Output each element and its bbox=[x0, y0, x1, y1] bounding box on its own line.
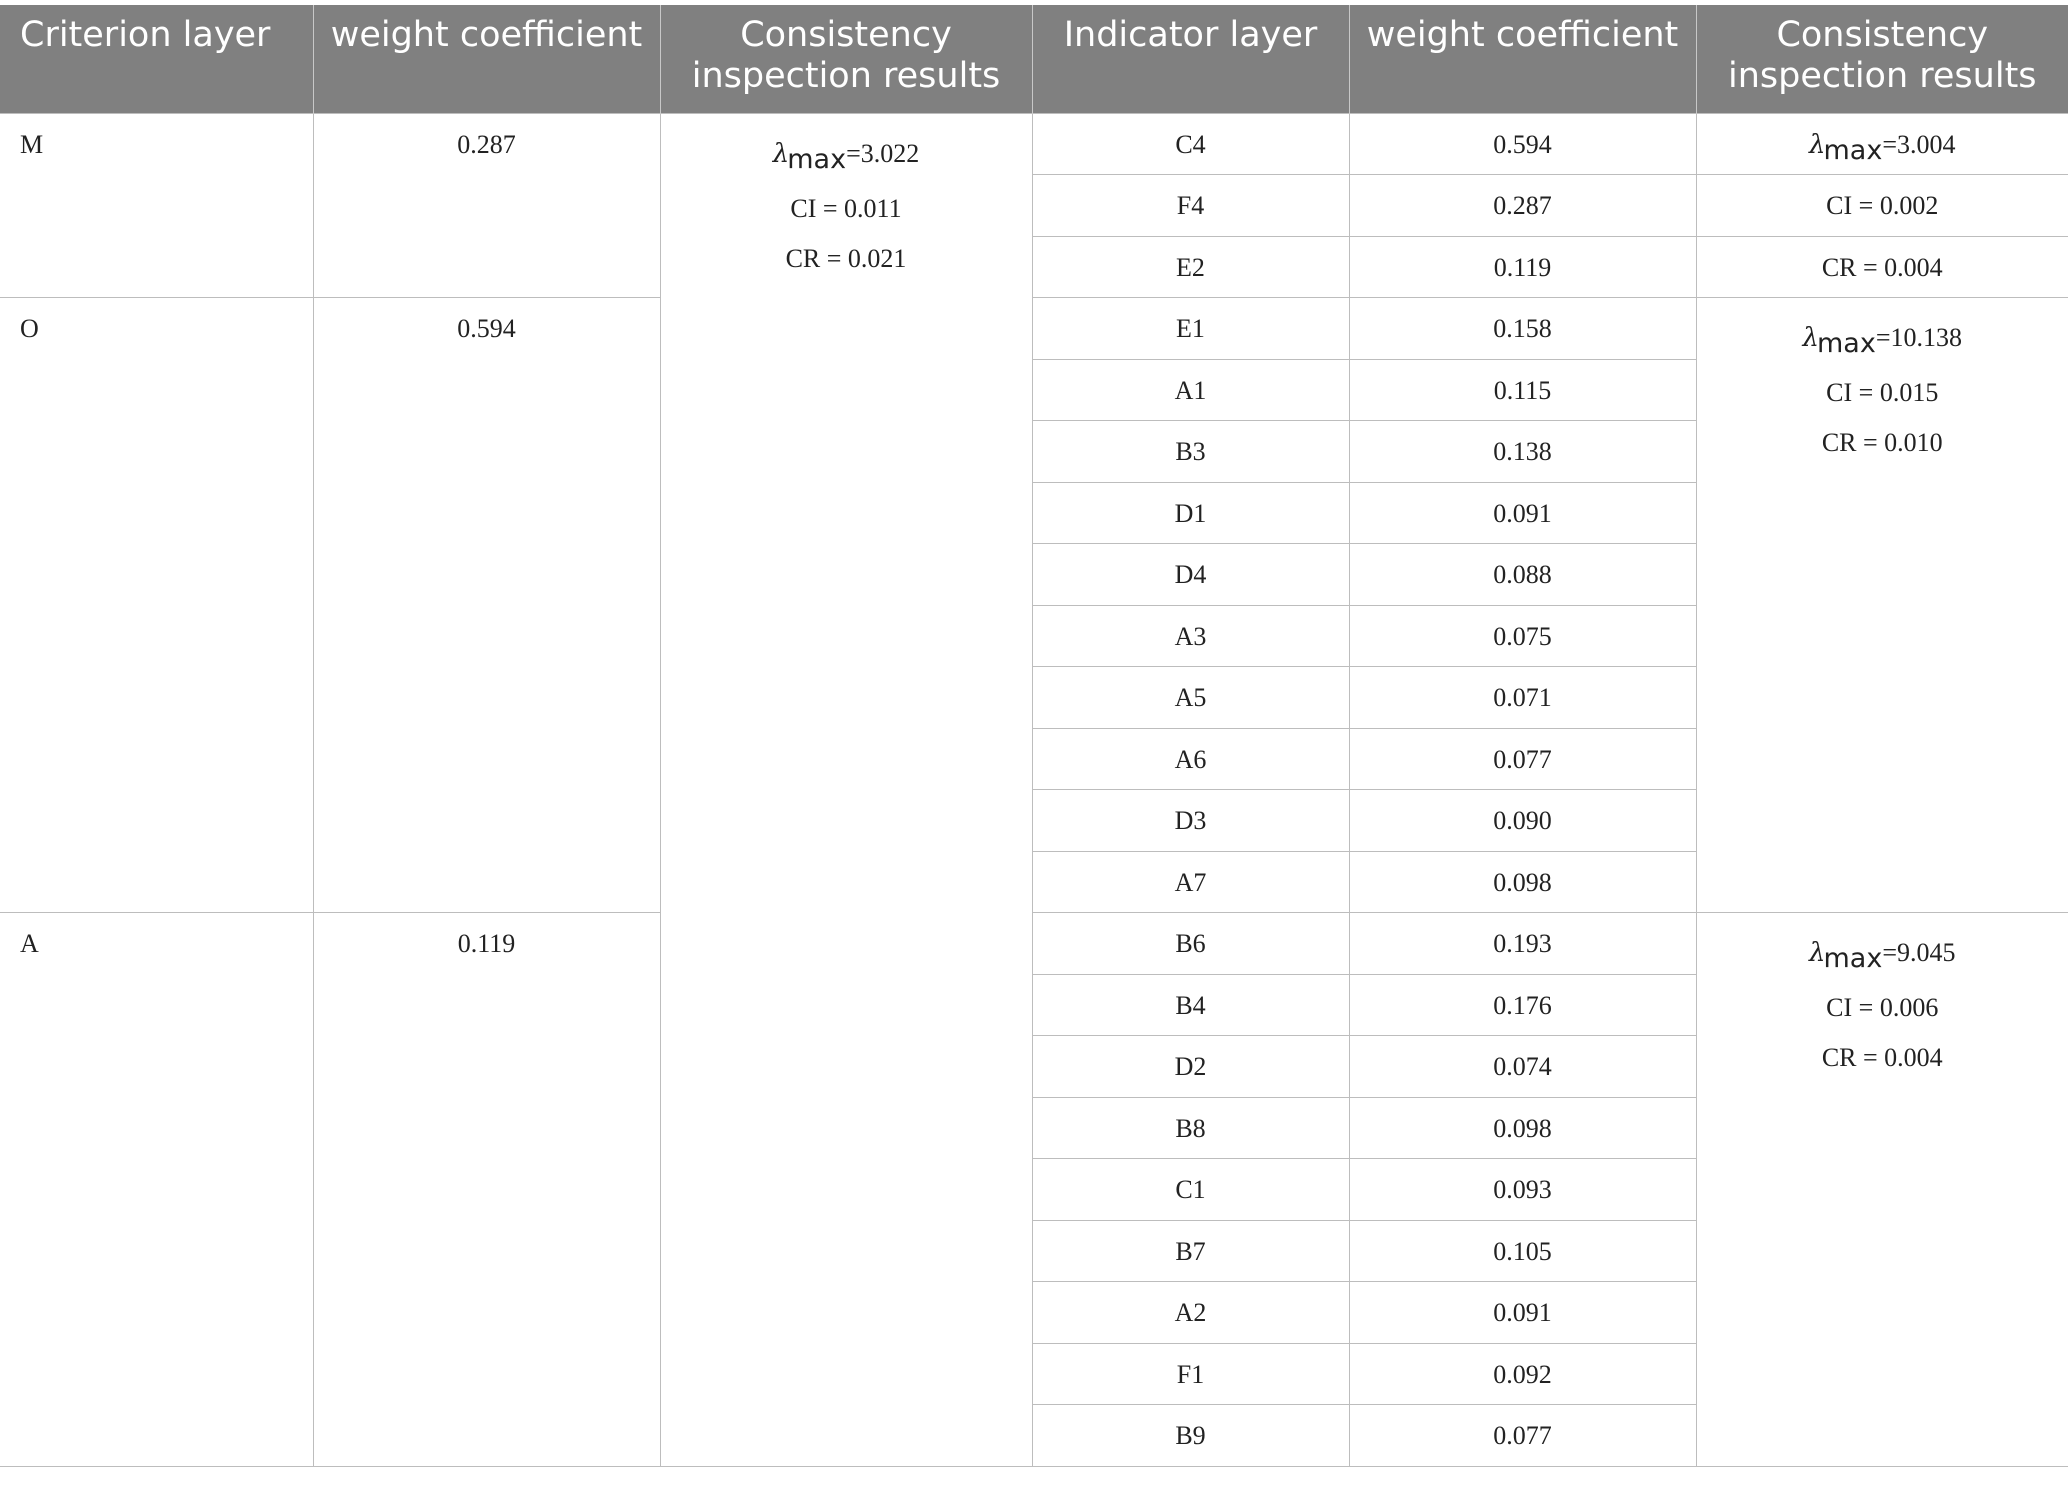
indicator-name: A7 bbox=[1032, 851, 1349, 913]
indicator-weight: 0.098 bbox=[1349, 1097, 1696, 1159]
indicator-name: A6 bbox=[1032, 728, 1349, 790]
indicator-name: B3 bbox=[1032, 421, 1349, 483]
indicator-name: E2 bbox=[1032, 236, 1349, 298]
indicator-weight: 0.098 bbox=[1349, 851, 1696, 913]
indicator-name: F4 bbox=[1032, 175, 1349, 237]
criterion-weight: 0.287 bbox=[313, 113, 660, 298]
criterion-consistency-cell bbox=[660, 113, 1032, 1466]
indicator-name: D3 bbox=[1032, 790, 1349, 852]
indicator-weight: 0.077 bbox=[1349, 1405, 1696, 1467]
indicator-weight: 0.071 bbox=[1349, 667, 1696, 729]
header-consistency-results: Consistency inspection results bbox=[660, 5, 1032, 113]
indicator-consistency-o bbox=[1696, 298, 2068, 913]
indicator-name: E1 bbox=[1032, 298, 1349, 360]
indicator-weight: 0.093 bbox=[1349, 1159, 1696, 1221]
indicator-name: A2 bbox=[1032, 1282, 1349, 1344]
indicator-weight: 0.074 bbox=[1349, 1036, 1696, 1098]
table-row bbox=[0, 298, 2068, 360]
header-indicator-layer: Indicator layer bbox=[1032, 5, 1349, 113]
indicator-name: D4 bbox=[1032, 544, 1349, 606]
indicator-name: C1 bbox=[1032, 1159, 1349, 1221]
lambda-max-value: λmax=9.045 bbox=[1809, 938, 1956, 974]
table-row bbox=[0, 913, 2068, 975]
indicator-weight: 0.287 bbox=[1349, 175, 1696, 237]
indicator-name: A3 bbox=[1032, 605, 1349, 667]
header-weight-coefficient-2: weight coefficient bbox=[1349, 5, 1696, 113]
indicator-weight: 0.138 bbox=[1349, 421, 1696, 483]
indicator-weight: 0.091 bbox=[1349, 1282, 1696, 1344]
indicator-cr-m: CR = 0.004 bbox=[1696, 236, 2068, 298]
criterion-weight: 0.119 bbox=[313, 913, 660, 1467]
indicator-name: B9 bbox=[1032, 1405, 1349, 1467]
indicator-weight: 0.077 bbox=[1349, 728, 1696, 790]
criterion-name: A bbox=[0, 913, 313, 1467]
indicator-name: B6 bbox=[1032, 913, 1349, 975]
criterion-name: O bbox=[0, 298, 313, 913]
cr-value: CR = 0.010 bbox=[1821, 428, 1943, 457]
indicator-weight: 0.119 bbox=[1349, 236, 1696, 298]
indicator-name: B4 bbox=[1032, 974, 1349, 1036]
indicator-consistency-a bbox=[1696, 913, 2068, 1467]
indicator-name: A5 bbox=[1032, 667, 1349, 729]
ci-value: CI = 0.015 bbox=[1826, 378, 1939, 407]
header-weight-coefficient: weight coefficient bbox=[313, 5, 660, 113]
ahp-weight-table bbox=[0, 5, 2068, 1467]
cr-value: CR = 0.004 bbox=[1821, 1043, 1943, 1072]
indicator-name: A1 bbox=[1032, 359, 1349, 421]
criterion-name: M bbox=[0, 113, 313, 298]
indicator-weight: 0.193 bbox=[1349, 913, 1696, 975]
header-row bbox=[0, 5, 2068, 113]
indicator-weight: 0.105 bbox=[1349, 1220, 1696, 1282]
lambda-max-value: λmax=10.138 bbox=[1802, 323, 1962, 359]
indicator-name: C4 bbox=[1032, 113, 1349, 175]
criterion-weight: 0.594 bbox=[313, 298, 660, 913]
ci-value: CI = 0.011 bbox=[790, 193, 902, 223]
indicator-weight: 0.115 bbox=[1349, 359, 1696, 421]
cr-value: CR = 0.021 bbox=[785, 243, 907, 273]
indicator-weight: 0.091 bbox=[1349, 482, 1696, 544]
indicator-name: D1 bbox=[1032, 482, 1349, 544]
indicator-ci-m: CI = 0.002 bbox=[1696, 175, 2068, 237]
header-consistency-results-2: Consistency inspection results bbox=[1696, 5, 2068, 113]
lambda-max-value: λmax=3.022 bbox=[772, 138, 920, 175]
indicator-weight: 0.158 bbox=[1349, 298, 1696, 360]
indicator-name: D2 bbox=[1032, 1036, 1349, 1098]
indicator-lambda-m: λmax=3.004 bbox=[1696, 113, 2068, 175]
indicator-weight: 0.092 bbox=[1349, 1343, 1696, 1405]
indicator-weight: 0.075 bbox=[1349, 605, 1696, 667]
table-row bbox=[0, 113, 2068, 175]
indicator-weight: 0.594 bbox=[1349, 113, 1696, 175]
header-criterion-layer: Criterion layer bbox=[0, 5, 313, 113]
indicator-name: F1 bbox=[1032, 1343, 1349, 1405]
indicator-weight: 0.088 bbox=[1349, 544, 1696, 606]
indicator-weight: 0.176 bbox=[1349, 974, 1696, 1036]
indicator-name: B8 bbox=[1032, 1097, 1349, 1159]
ci-value: CI = 0.006 bbox=[1826, 993, 1939, 1022]
indicator-name: B7 bbox=[1032, 1220, 1349, 1282]
indicator-weight: 0.090 bbox=[1349, 790, 1696, 852]
